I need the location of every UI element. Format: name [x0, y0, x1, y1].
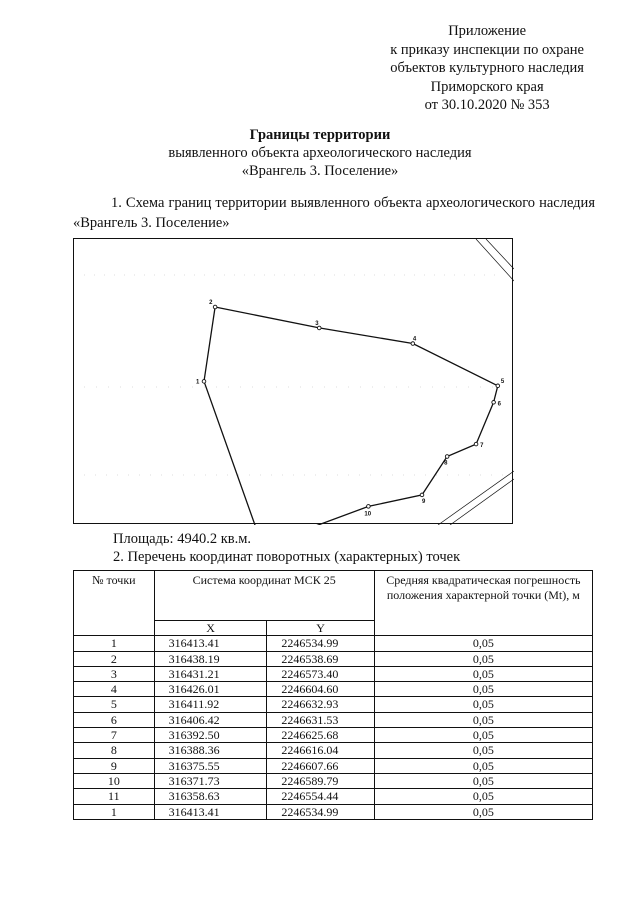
col-point-header: № точки	[74, 571, 155, 636]
boundary-point-marker	[492, 401, 496, 405]
point-number: 3	[74, 666, 155, 681]
boundary-point-marker	[445, 455, 449, 459]
point-number: 1	[74, 636, 155, 651]
boundary-point-marker	[496, 384, 500, 388]
table-row	[74, 789, 593, 804]
point-number: 4	[74, 682, 155, 697]
coord-x: 316413.41	[154, 636, 267, 651]
point-number: 1	[74, 804, 155, 819]
coord-y: 2246632.93	[267, 697, 374, 712]
point-number: 5	[74, 697, 155, 712]
coord-x: 316426.01	[154, 682, 267, 697]
territory-boundary	[204, 307, 498, 525]
boundary-point-label: 5	[500, 378, 505, 385]
section-2-heading: 2. Перечень координат поворотных (характерных) точек	[113, 549, 461, 565]
road-edge-line	[438, 471, 514, 525]
appendix-line-3: объектов культурного наследия	[390, 60, 584, 76]
title-line-2: выявленного объекта археологического наследия	[168, 145, 472, 161]
table-row	[74, 743, 593, 758]
error-value: 0,05	[374, 773, 592, 788]
coord-y: 2246607.66	[267, 758, 374, 773]
appendix-line-2: к приказу инспекции по охране	[390, 41, 584, 58]
coord-y: 2246573.40	[267, 666, 374, 681]
title-line-3: «Врангель 3. Поселение»	[241, 163, 399, 179]
area-text: Площадь: 4940.2 кв.м.	[113, 531, 252, 547]
coord-y: 2246631.53	[267, 712, 374, 727]
table-row	[74, 773, 593, 788]
error-value: 0,05	[374, 804, 592, 819]
boundary-scheme-svg	[74, 239, 514, 525]
coord-y: 2246625.68	[267, 728, 374, 743]
table-row	[74, 804, 593, 819]
title-line-1: Границы территории	[249, 127, 391, 143]
coord-y: 2246616.04	[267, 743, 374, 758]
table-row	[74, 697, 593, 712]
road-edge-line	[486, 239, 514, 269]
col-system-header: Система координат МСК 25	[154, 571, 374, 621]
coordinates-table	[73, 570, 593, 820]
error-value: 0,05	[374, 758, 592, 773]
boundary-point-label: 9	[422, 498, 426, 505]
boundary-point-label: 7	[480, 443, 484, 450]
error-value: 0,05	[374, 651, 592, 666]
boundary-point-label: 10	[364, 511, 372, 518]
error-value: 0,05	[374, 636, 592, 651]
error-value: 0,05	[374, 728, 592, 743]
error-value: 0,05	[374, 712, 592, 727]
coord-x: 316413.41	[154, 804, 267, 819]
error-value: 0,05	[374, 743, 592, 758]
coord-y: 2246604.60	[267, 682, 374, 697]
coord-x: 316438.19	[154, 651, 267, 666]
boundary-point-label: 1	[196, 379, 200, 386]
boundary-scheme	[73, 238, 513, 524]
error-value: 0,05	[374, 789, 592, 804]
coord-y: 2246554.44	[267, 789, 374, 804]
point-number: 2	[74, 651, 155, 666]
appendix-line-5: от 30.10.2020 № 353	[424, 97, 550, 113]
error-value: 0,05	[374, 682, 592, 697]
boundary-point-marker	[367, 505, 371, 509]
point-number: 6	[74, 712, 155, 727]
coord-x: 316371.73	[154, 773, 267, 788]
section-1-heading: 1. Схема границ территории выявленного объекта археологического наследия «Врангель 3. Поселение»	[73, 195, 595, 231]
table-header-row	[74, 571, 593, 621]
boundary-point-label: 3	[315, 320, 319, 327]
boundary-point-marker	[420, 493, 424, 497]
coord-y: 2246534.99	[267, 804, 374, 819]
table-row	[74, 712, 593, 727]
table-row	[74, 651, 593, 666]
boundary-point-label: 4	[412, 336, 417, 343]
point-number: 10	[74, 773, 155, 788]
table-row	[74, 758, 593, 773]
coord-x: 316375.55	[154, 758, 267, 773]
col-y-header: Y	[267, 621, 374, 636]
coord-y: 2246538.69	[267, 651, 374, 666]
coord-y: 2246534.99	[267, 636, 374, 651]
table-row	[74, 666, 593, 681]
coord-y: 2246589.79	[267, 773, 374, 788]
table-row	[74, 636, 593, 651]
error-value: 0,05	[374, 697, 592, 712]
appendix-line-1: Приложение	[448, 23, 527, 39]
coord-x: 316388.36	[154, 743, 267, 758]
appendix-header	[390, 22, 584, 115]
coord-x: 316411.92	[154, 697, 267, 712]
boundary-point-marker	[202, 380, 206, 384]
coord-x: 316358.63	[154, 789, 267, 804]
appendix-line-4: Приморского края	[430, 78, 544, 95]
point-number: 11	[74, 789, 155, 804]
road-edge-line	[450, 479, 514, 525]
coord-x: 316431.21	[154, 666, 267, 681]
document-title	[0, 126, 640, 180]
col-error-header: Средняя квадратическая погрешность положения характерной точки (Mt), м	[374, 571, 592, 636]
boundary-point-marker	[213, 305, 217, 309]
point-number: 7	[74, 728, 155, 743]
col-x-header: X	[154, 621, 267, 636]
point-number: 8	[74, 743, 155, 758]
boundary-point-marker	[474, 442, 478, 446]
table-row	[74, 682, 593, 697]
boundary-point-label: 8	[444, 460, 448, 467]
coord-x: 316392.50	[154, 728, 267, 743]
boundary-point-label: 6	[497, 401, 501, 408]
error-value: 0,05	[374, 666, 592, 681]
table-row	[74, 728, 593, 743]
point-number: 9	[74, 758, 155, 773]
coord-x: 316406.42	[154, 712, 267, 727]
boundary-point-label: 2	[209, 300, 213, 306]
